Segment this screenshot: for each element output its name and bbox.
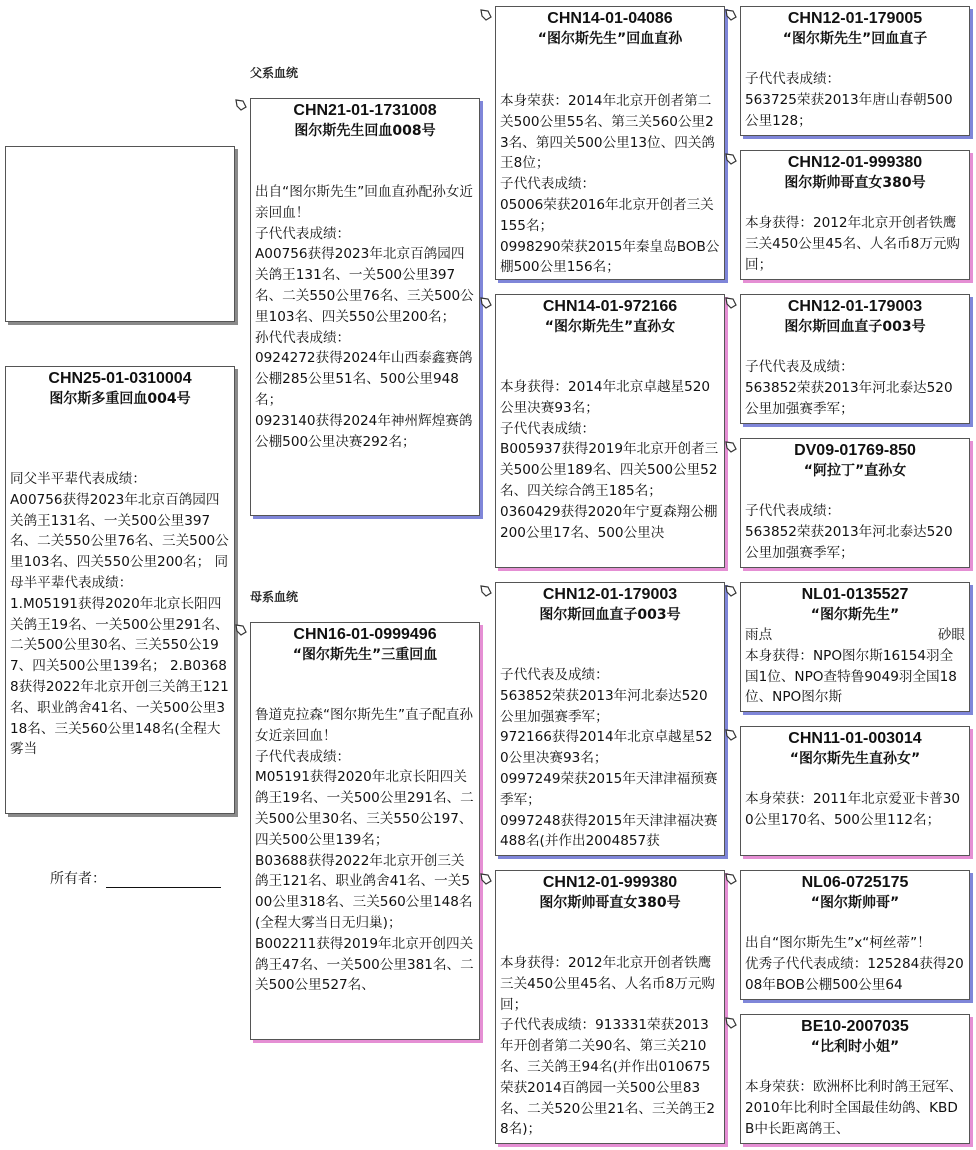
sire-sire-notes: 本身荣获：2014年北京开创者第二关500公里55名、第三关560公里23名、第四关500公里13位、四关鸽王8位； 子代代表成绩： 05006荣获2016年北京开创者三关155名； 0998290荣获2015年秦皇岛BOB公棚500公里156名；	[500, 93, 720, 276]
ddd-notes: 本身荣获：欧洲杯比利时鸽王冠军、2010年比利时全国最佳幼鸽、KBDB中长距离鸽王、	[745, 1079, 963, 1137]
pointer-icon	[724, 296, 738, 310]
dds-name: “图尔斯帅哥”	[810, 895, 900, 911]
sds-notes: 子代代表及成绩： 563852荣获2013年河北泰达520公里加强赛季军；	[745, 359, 953, 417]
owner-blank-line[interactable]	[106, 873, 221, 888]
pointer-icon	[724, 728, 738, 742]
pointer-icon	[724, 1016, 738, 1030]
dss-trait-left: 雨点	[745, 627, 773, 643]
sire-line-label: 父系血统	[250, 66, 299, 80]
sdd-name: “阿拉丁”直孙女	[803, 463, 907, 479]
sire-dam-notes: 本身获得：2014年北京卓越星520公里决赛93名； 子代代表成绩： B005937获得2019年北京开创者三关500公里189名、四关500公里52名、四关综合鸽王185名； 0360429获得2020年宁夏森翔公棚200公里17名、500公里决	[500, 379, 719, 541]
dsd-ring-number: CHN11-01-003014	[788, 730, 922, 747]
dss-notes: 本身获得：NPO图尔斯16154羽全国1位、NPO查特鲁9049羽全国18位、NPO图尔斯	[745, 647, 957, 706]
photo-frame	[5, 146, 235, 322]
pointer-icon	[479, 584, 493, 598]
pointer-icon	[724, 152, 738, 166]
dam-sire-card[interactable]	[495, 582, 725, 856]
sds-ring-number: CHN12-01-179003	[787, 298, 923, 315]
ssd-name: 图尔斯帅哥直女380号	[784, 175, 926, 191]
dam-dam-card[interactable]	[495, 870, 725, 1144]
dss-card[interactable]	[740, 582, 970, 712]
pointer-icon	[724, 872, 738, 886]
subject-notes: 同父半平辈代表成绩： A00756获得2023年北京百鸽园四关鸽王131名、一关500公里397名、二关550公里76名、三关500公里103名、四关550公里200名； 同母半平辈代表成绩： 1.M05191获得2020年北京长阳四关鸽王19名、一关500公里291名、二关500公里30名、三关550公197、四关500公里139名； 2.B03688获得2022年北京开创三关鸽王121名、职业鸽舍41名、一关500公里318名、三关560公里148名(全程大雾当	[10, 471, 229, 758]
sss-notes: 子代代表成绩： 563725荣获2013年唐山春朝500公里128；	[745, 71, 953, 129]
sds-name: 图尔斯回血直子003号	[784, 319, 926, 335]
sdd-notes: 子代代表成绩： 563852荣获2013年河北泰达520公里加强赛季军；	[745, 503, 953, 561]
dds-ring-number: NL06-0725175	[801, 874, 909, 891]
dam-line-label: 母系血统	[250, 590, 299, 604]
sire-sire-card[interactable]	[495, 6, 725, 280]
dss-ring-number: NL01-0135527	[801, 586, 909, 603]
dds-card[interactable]	[740, 870, 970, 1000]
sire-dam-ring-number: CHN14-01-972166	[542, 298, 678, 315]
dam-sire-ring-number: CHN12-01-179003	[542, 586, 678, 603]
sire-dam-card[interactable]	[495, 294, 725, 568]
ddd-name: “比利时小姐”	[810, 1039, 900, 1055]
sire-sire-name: “图尔斯先生”回血直孙	[537, 31, 683, 47]
sire-dam-name: “图尔斯先生”直孙女	[544, 319, 676, 335]
pointer-icon	[479, 872, 493, 886]
subject-name: 图尔斯多重回血004号	[49, 391, 191, 407]
sire-ring-number: CHN21-01-1731008	[293, 102, 437, 119]
pointer-icon	[479, 8, 493, 22]
sdd-ring-number: DV09-01769-850	[794, 442, 916, 459]
dsd-notes: 本身荣获：2011年北京爱亚卡普300公里170名、500公里112名；	[745, 791, 961, 828]
sss-name: “图尔斯先生”回血直子	[782, 31, 928, 47]
dam-ring-number: CHN16-01-0999496	[293, 626, 437, 643]
subject-ring-number: CHN25-01-0310004	[48, 370, 192, 387]
dsd-card[interactable]	[740, 726, 970, 856]
ddd-card[interactable]	[740, 1014, 970, 1144]
dam-dam-name: 图尔斯帅哥直女380号	[539, 895, 681, 911]
ssd-notes: 本身获得：2012年北京开创者铁鹰三关450公里45名、人名币8万元购回；	[745, 215, 961, 273]
dsd-name: “图尔斯先生直孙女”	[789, 751, 921, 767]
dam-sire-notes: 子代代表及成绩： 563852荣获2013年河北泰达520公里加强赛季军； 972166获得2014年北京卓越星520公里决赛93名； 0997249荣获2015年天津津福预赛季军； 0997248获得2015年天津津福决赛488名(并作出2004857获	[500, 667, 718, 850]
dam-dam-notes: 本身获得：2012年北京开创者铁鹰三关450公里45名、人名币8万元购回； 子代代表成绩：913331荣获2013年开创者第二关90名、第三关210名、三关鸽王94名(并作出010675荣获2014百鸽园一关500公里83名、二关520公里21名、三关鸽王28名)；	[500, 955, 716, 1138]
sire-card[interactable]	[250, 98, 480, 516]
sds-card[interactable]	[740, 294, 970, 424]
ssd-ring-number: CHN12-01-999380	[787, 154, 923, 171]
pointer-icon	[724, 440, 738, 454]
dam-name: “图尔斯先生”三重回血	[292, 647, 438, 663]
sire-name: 图尔斯先生回血008号	[294, 123, 436, 139]
pointer-icon	[234, 98, 248, 112]
dam-sire-name: 图尔斯回血直子003号	[539, 607, 681, 623]
dam-card[interactable]	[250, 622, 480, 1040]
sire-sire-ring-number: CHN14-01-04086	[547, 10, 673, 27]
sdd-card[interactable]	[740, 438, 970, 568]
sire-notes: 出自“图尔斯先生”回血直孙配孙女近亲回血！ 子代代表成绩： A00756获得2023年北京百鸽园四关鸽王131名、一关500公里397名、二关550公里76名、三关500公里103名、四关550公里200名； 孙代代表成绩： 0924272获得2024年山西泰鑫赛鸽公棚285公里51名、500公里948名； 0923140获得2024年神州辉煌赛鸽公棚500公里决赛292名；	[255, 184, 474, 450]
pointer-icon	[724, 584, 738, 598]
sss-ring-number: CHN12-01-179005	[787, 10, 923, 27]
pointer-icon	[234, 623, 248, 637]
owner-field	[50, 868, 221, 888]
pointer-icon	[479, 296, 493, 310]
dss-traits	[741, 625, 969, 646]
dds-notes: 出自“图尔斯先生”x“柯丝蒂”！ 优秀子代代表成绩：125284获得2008年BOB公棚500公里64	[745, 935, 964, 993]
subject-pigeon-card[interactable]	[5, 366, 235, 814]
dam-dam-ring-number: CHN12-01-999380	[542, 874, 678, 891]
ddd-ring-number: BE10-2007035	[801, 1018, 909, 1035]
dss-name: “图尔斯先生”	[810, 607, 900, 623]
dss-trait-right: 砂眼	[937, 627, 965, 643]
ssd-card[interactable]	[740, 150, 970, 280]
dam-notes: 鲁道克拉森“图尔斯先生”直子配直孙女近亲回血！ 子代代表成绩： M05191获得2020年北京长阳四关鸽王19名、一关500公里291名、二关500公里30名、三关550公197、四关500公里139名； B03688获得2022年北京开创三关鸽王121名、职业鸽舍41名、一关500公里318名、三关560公里148名(全程大雾当日无归巢)； B002211获得2019年北京开创四关鸽王47名、一关500公里381名、二关500公里527名、	[255, 707, 474, 994]
sss-card[interactable]	[740, 6, 970, 136]
pointer-icon	[724, 8, 738, 22]
owner-label: 所有者：	[50, 871, 106, 887]
